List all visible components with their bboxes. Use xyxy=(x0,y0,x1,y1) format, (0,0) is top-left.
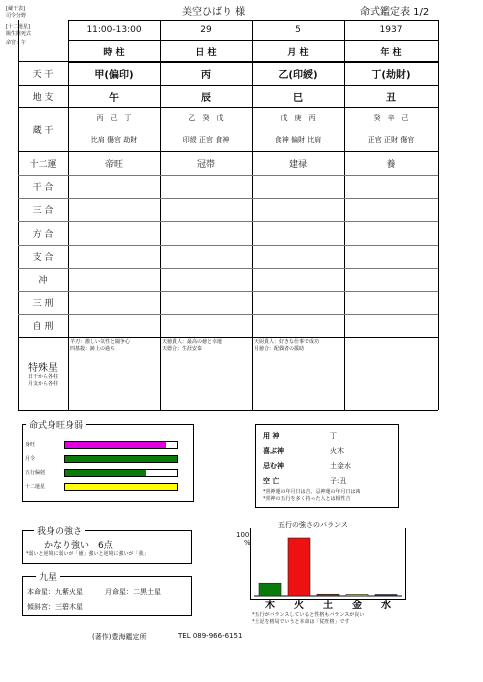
tokushu-star-2-1: 月徳合：配偶者の援助 xyxy=(254,346,305,352)
zoukan-stems-2: 戊 庚 丙 xyxy=(280,114,316,122)
tokushu-cell-3 xyxy=(344,337,438,410)
gogyo-bar-3 xyxy=(346,595,368,597)
pillar-time-2: 5 xyxy=(295,25,301,35)
strength-bar-label-3: 十二運星 xyxy=(25,484,46,490)
tenkan-2: 乙(印綬) xyxy=(278,70,318,81)
pillar-label-0: 時 柱 xyxy=(103,47,125,58)
grid-hline xyxy=(18,221,438,222)
chishi-1: 辰 xyxy=(201,92,211,104)
tokushu-cell-2 xyxy=(252,337,344,410)
zoukan-cell-1 xyxy=(160,107,252,151)
strength-bar-fill-3 xyxy=(65,484,177,490)
tokushu-label: 特殊星 xyxy=(28,363,58,374)
pillar-label-3: 年 柱 xyxy=(380,47,402,58)
chart-notes xyxy=(252,612,422,626)
pillar-label-1: 日 柱 xyxy=(195,47,217,58)
zoukan-stems-3: 癸 辛 己 xyxy=(373,114,409,122)
tenkan-0: 甲(偏印) xyxy=(94,70,134,81)
row-label-tenkan: 天 干 xyxy=(32,70,54,80)
god-value-2: 土金水 xyxy=(330,462,351,470)
grid-hline xyxy=(18,245,438,246)
client-name: 美空ひばり 様 xyxy=(182,7,246,18)
god-value-3: 子:丑 xyxy=(330,477,347,485)
gogyo-tick-label-2: 土 xyxy=(323,600,333,611)
grid-vline xyxy=(438,20,439,410)
tokushu-note-1: 日干から各柱 xyxy=(27,374,58,380)
god-label-1: 喜ぶ神 xyxy=(263,447,284,455)
gogyo-tick-label-4: 水 xyxy=(381,600,391,611)
meishiki-table xyxy=(18,20,438,410)
strength-bar-label-0: 身旺 xyxy=(25,442,36,448)
gogyo-bar-2 xyxy=(317,594,339,596)
gogyo-chart xyxy=(250,528,406,614)
strength-bar-fill-2 xyxy=(65,470,146,476)
tenkan-1: 丙 xyxy=(201,70,211,81)
tokushu-cell-0 xyxy=(68,337,160,410)
chishi-3: 丑 xyxy=(386,92,396,104)
gogyo-bar-0 xyxy=(259,583,281,596)
row-label-rel-3: 支 合 xyxy=(32,253,54,263)
gogyo-tick-label-1: 火 xyxy=(294,600,304,611)
self-note: *弱いと逆境に弱いが「徳」強いと逆境に強いが「我」 xyxy=(26,551,149,557)
meta-method: 陽生陰死式 xyxy=(6,31,32,37)
row-label-zoukan: 蔵 干 xyxy=(32,125,54,136)
meta-juniun: [十二運星] xyxy=(6,24,30,30)
meta-shirei: 司令分野 xyxy=(6,13,27,19)
row-label-rel-4: 冲 xyxy=(38,276,48,286)
row-label-chishi: 地 支 xyxy=(32,92,54,103)
tokushu-note-2: 月支から各柱 xyxy=(27,381,58,387)
kyusei-honmei: 本命星：九紫火星 xyxy=(27,588,83,596)
juniun-0: 帝旺 xyxy=(104,159,123,170)
pillar-time-3: 1937 xyxy=(379,25,403,35)
self-title: 我身の強さ xyxy=(34,524,85,537)
tokushu-star-1-1: 天德合：生涯安泰 xyxy=(162,346,203,352)
juniun-2: 建禄 xyxy=(288,159,307,170)
self-value: かなり強い 6点 xyxy=(44,541,113,551)
zoukan-stars-1: 印綬 正官 食神 xyxy=(182,136,230,144)
juniun-1: 冠帯 xyxy=(196,159,215,170)
pillar-label-2: 月 柱 xyxy=(287,47,309,58)
grid-hline xyxy=(18,198,438,199)
gods-note-1: *喜神運の年月日は吉、忌神運の年月日は凶 xyxy=(263,489,361,495)
zoukan-stars-3: 正官 正財 傷官 xyxy=(367,136,415,144)
kyusei-keisha: 傾斜宮：三碧木星 xyxy=(27,603,83,611)
god-label-3: 空 亡 xyxy=(263,477,280,485)
grid-hline xyxy=(18,314,438,315)
row-label-tokushu xyxy=(18,337,68,410)
tenkan-3: 丁(劫財) xyxy=(371,70,411,81)
row-label-rel-5: 三 刑 xyxy=(32,299,54,309)
row-label-juniun: 十二運 xyxy=(29,159,57,170)
zoukan-stars-2: 食神 偏財 比肩 xyxy=(274,136,322,144)
juniun-3: 養 xyxy=(386,159,396,170)
gogyo-tick-label-3: 金 xyxy=(352,600,362,611)
chishi-0: 午 xyxy=(109,92,119,104)
strength-bar-track-2 xyxy=(64,469,178,477)
tokushu-star-0-0: 羊刃：激しい気性と闘争心 xyxy=(70,339,131,345)
zoukan-cell-0 xyxy=(68,107,160,151)
gods-note-2: *喜神の五行を多く持った人とは相性吉 xyxy=(263,496,351,502)
zoukan-stems-0: 丙 己 丁 xyxy=(96,114,132,122)
gods-notes xyxy=(263,489,399,503)
zoukan-stars-0: 比肩 傷官 劫財 xyxy=(90,136,138,144)
row-label-rel-0: 干 合 xyxy=(32,183,54,193)
row-label-rel-1: 三 合 xyxy=(32,206,54,216)
strength-bar-track-1 xyxy=(64,455,178,463)
strength-bar-track-3 xyxy=(64,483,178,491)
strength-bar-label-1: 月令 xyxy=(25,456,36,462)
strength-bar-label-2: 五行偏剋 xyxy=(25,470,46,476)
meta-zoukan: [蔵干表] xyxy=(6,6,25,12)
god-value-1: 火木 xyxy=(330,447,344,455)
kyusei-title: 九星 xyxy=(36,570,60,583)
grid-hline xyxy=(18,268,438,269)
sheet-title: 命式鑑定表 1/2 xyxy=(360,7,430,18)
grid-hline xyxy=(18,410,438,411)
chart-note-2: *土記を格局でいうと本命は「従旺格」です xyxy=(252,619,350,625)
god-label-0: 用 神 xyxy=(263,432,280,440)
tokushu-star-1-0: 天徳貴人：最高の徳と幸運 xyxy=(162,339,223,345)
footer-tel: TEL 089-966-6151 xyxy=(178,632,243,640)
tokushu-star-0-1: 四墓殺：跡上の過ち xyxy=(70,346,116,352)
chart-ylabel-unit: % xyxy=(244,539,251,547)
gogyo-bar-1 xyxy=(288,538,310,596)
tokushu-star-2-0: 天厨貴人：好きな仕事で成功 xyxy=(254,339,320,345)
zoukan-cell-2 xyxy=(252,107,344,151)
zoukan-cell-3 xyxy=(344,107,438,151)
gogyo-bar-4 xyxy=(375,595,397,597)
pillar-time-0: 11:00-13:00 xyxy=(86,25,142,35)
row-label-rel-6: 自 刑 xyxy=(32,322,54,332)
zoukan-stems-1: 乙 癸 戊 xyxy=(188,114,224,122)
kyusei-getsumei: 月命星：二黒土星 xyxy=(105,588,161,596)
pillar-time-1: 29 xyxy=(200,25,212,35)
chishi-2: 巳 xyxy=(293,92,303,104)
gogyo-tick-label-0: 木 xyxy=(265,600,275,611)
strength-bar-fill-1 xyxy=(65,456,177,462)
strength-title: 命式身旺身弱 xyxy=(26,418,86,431)
strength-bar-fill-0 xyxy=(65,442,166,448)
god-label-2: 忌む神 xyxy=(263,462,284,470)
god-value-0: 丁 xyxy=(330,432,337,440)
chart-note-1: *五行がバランスしていると性格もバランスが良い xyxy=(252,612,365,618)
strength-bar-track-0 xyxy=(64,441,178,449)
grid-hline xyxy=(18,175,438,176)
row-label-rel-2: 方 合 xyxy=(32,229,54,240)
chart-title: 五行の強さのバランス xyxy=(274,520,352,530)
meta-meikyu: 命宮：午 xyxy=(6,40,27,46)
footer-author: (著作)豊海鑑定所 xyxy=(92,633,147,641)
grid-hline xyxy=(18,291,438,292)
tokushu-cell-1 xyxy=(160,337,252,410)
chart-ylabel-value: 100 xyxy=(236,531,250,539)
